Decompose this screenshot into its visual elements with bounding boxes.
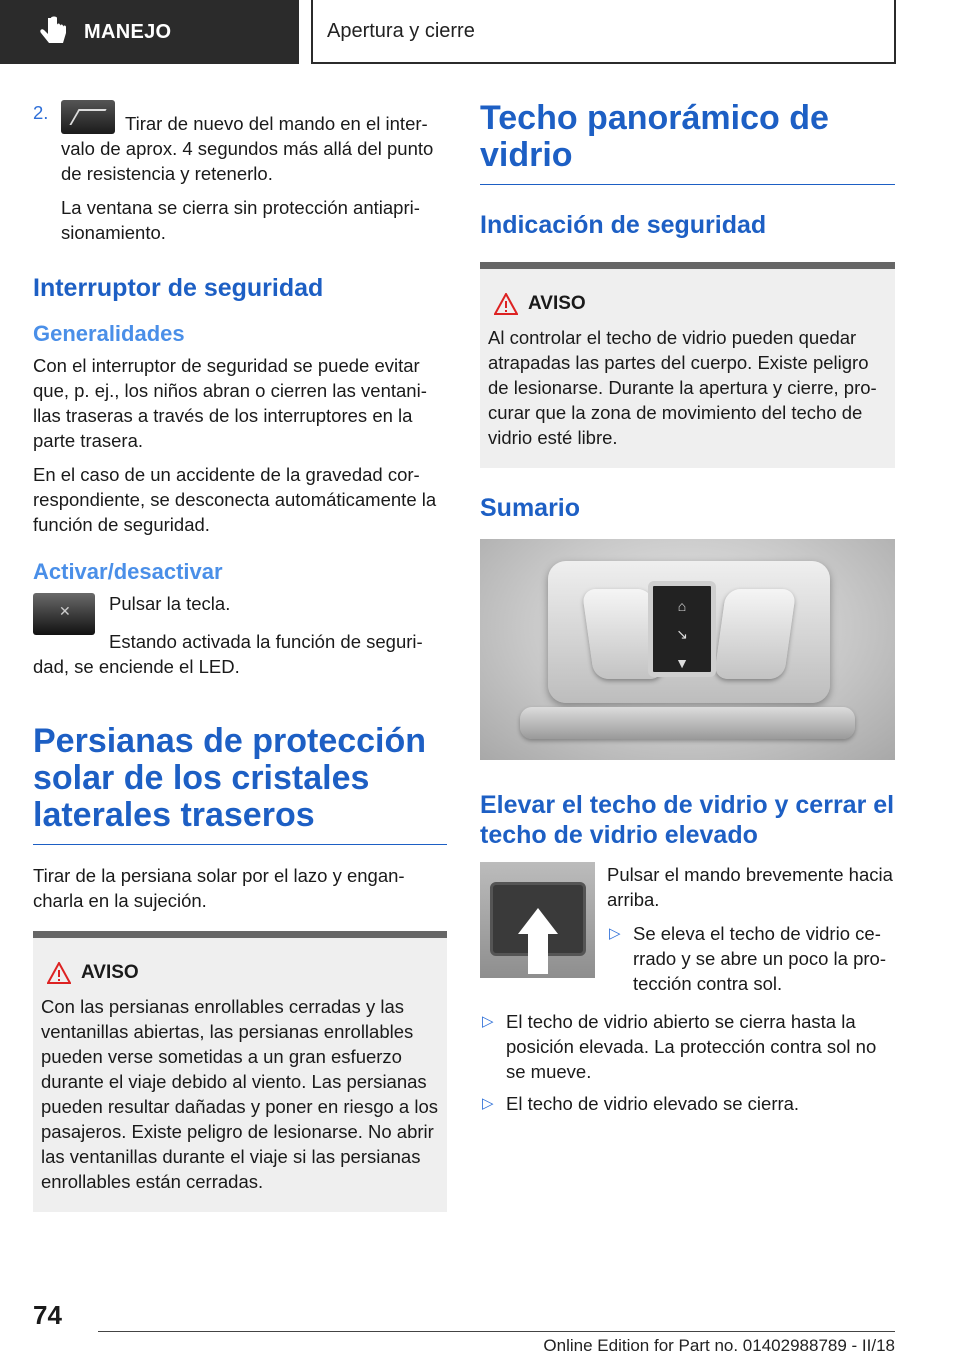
warning-box-techo bbox=[480, 262, 895, 468]
heading-techo: Techo panorámico de vidrio bbox=[480, 100, 895, 185]
warning-triangle-icon bbox=[494, 293, 518, 315]
warning-text: Con las persianas enrollables cerradas y las ventanillas abiertas, las persianas enrollables pueden verse sometidas a un gran esfuerzo durante el viaje debido al viento. Las persianas pueden resultar dañadas y poner en riesgo a los pasajeros. Existe peligro de lesionarse. No abrir las ventanillas durante el viaje si las persianas enrollables están cerradas. bbox=[41, 996, 438, 1192]
hand-pointer-icon bbox=[34, 12, 74, 52]
gen-paragraph-1: Con el interruptor de seguridad se puede evitar que, p. ej., los niños abran o cierren las ventanillas traseras a través de los interruptores en la parte trasera. bbox=[33, 355, 427, 451]
warning-text: Al controlar el techo de vidrio pueden quedar atrapadas las partes del cuerpo. Existe peligro de lesionarse. Durante la apertura y cierre, procurar que la zona de movimiento del techo de vidrio esté libre. bbox=[488, 327, 877, 448]
step-2-result: La ventana se cierra sin protección antiaprisionamiento. bbox=[61, 197, 420, 243]
section-label: MANEJO bbox=[84, 20, 172, 43]
triangle-bullet-icon: ▷ bbox=[609, 925, 621, 942]
page-number: 74 bbox=[33, 1300, 62, 1330]
heading-persianas: Persianas de protección solar de los cristales laterales traseros bbox=[33, 723, 447, 845]
window-switch-icon bbox=[61, 100, 115, 134]
heading-elevar: Elevar el techo de vidrio y cerrar el techo de vidrio elevado bbox=[480, 791, 895, 849]
warning-triangle-icon bbox=[47, 962, 71, 984]
list-item: ▷ El techo de vidrio elevado se cierra. bbox=[482, 1093, 800, 1114]
step-2-text: Tirar de nuevo del mando en el intervalo de aprox. 4 segundos más allá del punto de resistencia y retenerlo. bbox=[61, 113, 434, 184]
section-tab bbox=[0, 0, 299, 64]
gen-paragraph-2: En el caso de un accidente de la gravedad correspondiente, se desconecta automáticamente la función de seguridad. bbox=[33, 464, 437, 535]
heading-sumario: Sumario bbox=[480, 494, 581, 522]
right-column bbox=[480, 100, 895, 1123]
safety-switch-icon bbox=[33, 593, 95, 635]
act-paragraph-1: Pulsar la tecla. bbox=[109, 593, 231, 614]
warning-title: AVISO bbox=[528, 293, 586, 314]
arrow-up-icon bbox=[518, 908, 558, 934]
triangle-bullet-icon: ▷ bbox=[482, 1095, 494, 1112]
heading-interruptor: Interruptor de seguridad bbox=[33, 274, 324, 302]
act-paragraph-2: Estando activada la función de seguridad, se enciende el LED. bbox=[33, 631, 423, 677]
heading-generalidades: Generalidades bbox=[33, 321, 185, 346]
elevar-row bbox=[480, 862, 895, 1003]
step-number: 2. bbox=[33, 102, 49, 123]
chapter-header bbox=[311, 0, 896, 64]
heading-activar: Activar/desactivar bbox=[33, 559, 223, 584]
persianas-paragraph: Tirar de la persiana solar por el lazo y engancharla en la sujeción. bbox=[33, 865, 405, 911]
chapter-title: Apertura y cierre bbox=[327, 19, 475, 42]
edition-footer: Online Edition for Part no. 01402988789 - II/18 bbox=[98, 1331, 895, 1356]
roof-switch-icon: ⌂ ↘ ▼ bbox=[648, 581, 716, 677]
warning-title: AVISO bbox=[81, 962, 139, 983]
left-column bbox=[33, 100, 447, 1212]
step-2 bbox=[33, 100, 447, 254]
warning-box-persianas bbox=[33, 931, 447, 1212]
list-item: ▷ Se eleva el techo de vidrio cerrado y se abre un poco la protección contra sol. bbox=[609, 923, 886, 994]
elevar-paragraph: Pulsar el mando brevemente hacia arriba. bbox=[607, 864, 893, 910]
triangle-bullet-icon: ▷ bbox=[482, 1013, 494, 1030]
roof-switch-press-image bbox=[480, 862, 595, 978]
heading-indicacion: Indicación de seguridad bbox=[480, 211, 767, 239]
list-item: ▷ El techo de vidrio abierto se cierra hasta la posición elevada. La protección contra sol no se mueve. bbox=[482, 1011, 877, 1082]
roof-control-photo bbox=[480, 539, 895, 760]
